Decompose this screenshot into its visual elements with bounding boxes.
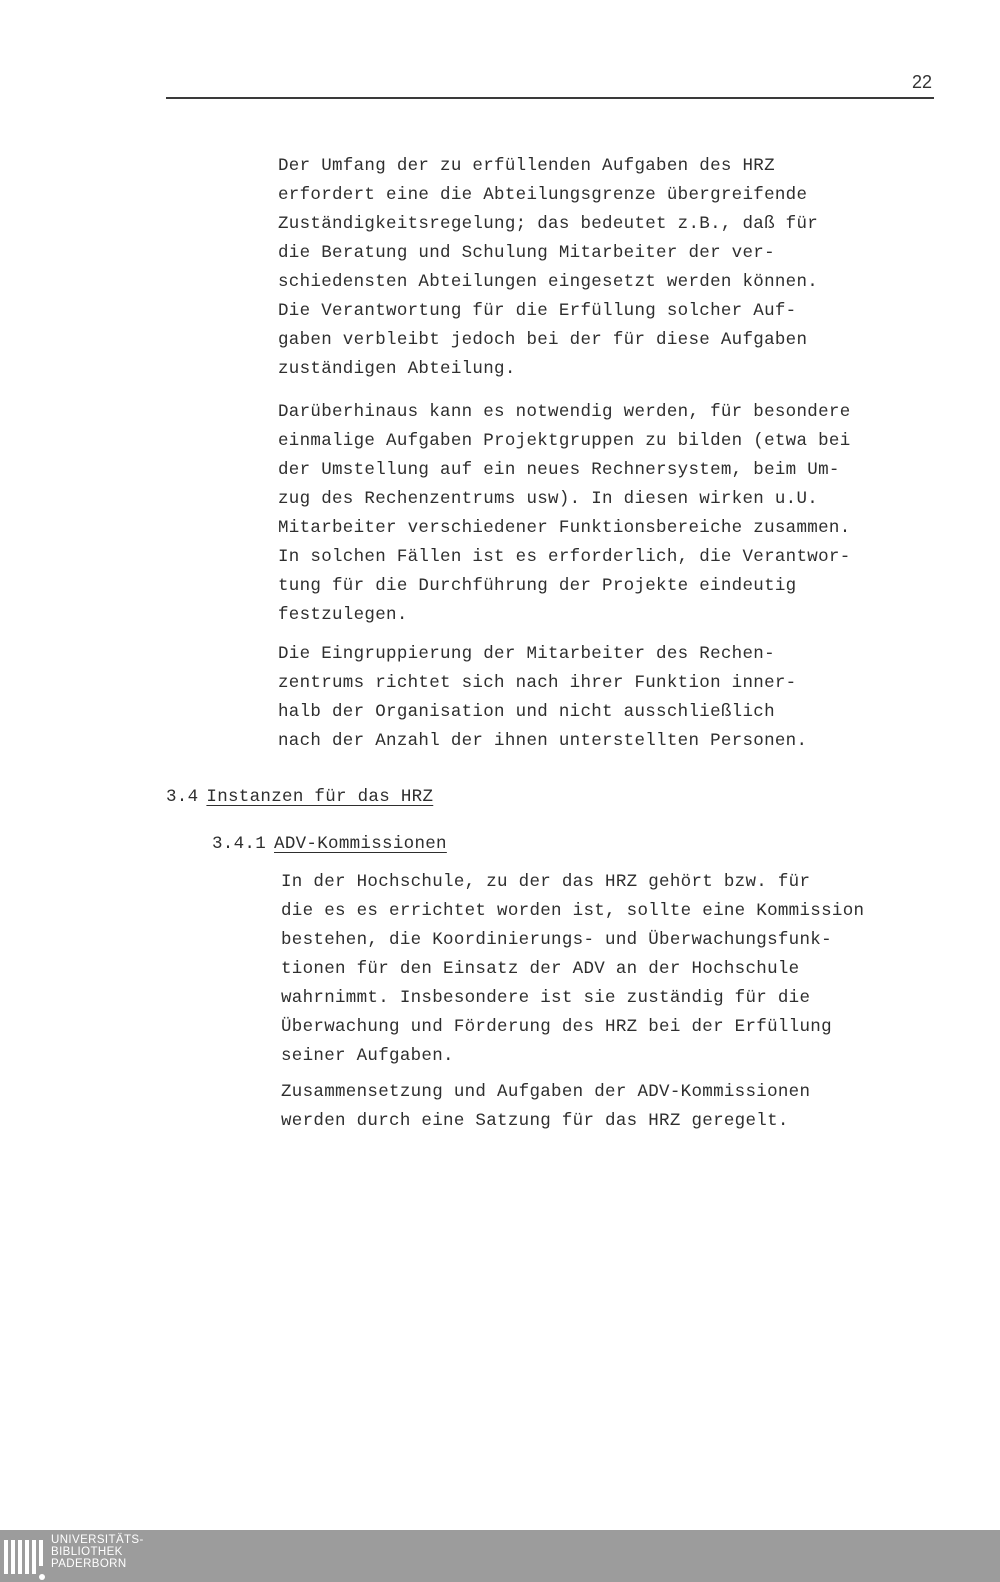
text-line: In der Hochschule, zu der das HRZ gehört bzw. für [281, 872, 811, 892]
library-name-line: UNIVERSITÄTS- [51, 1534, 144, 1546]
subsection-heading [212, 834, 447, 854]
text-line: festzulegen. [278, 605, 408, 625]
text-line: Zuständigkeitsregelung; das bedeutet z.B., daß für [278, 214, 819, 234]
paragraph-1 [278, 152, 818, 384]
subsection-title: ADV-Kommissionen [274, 834, 447, 854]
text-line: Die Verantwortung für die Erfüllung solcher Auf- [278, 301, 797, 321]
footer-bar [0, 1530, 1000, 1582]
library-name-line: PADERBORN [51, 1558, 127, 1570]
text-line: Der Umfang der zu erfüllenden Aufgaben des HRZ [278, 156, 775, 176]
text-line: Überwachung und Förderung des HRZ bei der Erfüllung [281, 1017, 832, 1037]
paragraph-4 [281, 868, 864, 1071]
section-title: Instanzen für das HRZ [206, 787, 434, 807]
section-heading [166, 787, 433, 807]
text-line: bestehen, die Koordinierungs- und Überwachungsfunk- [281, 930, 832, 950]
text-line: seiner Aufgaben. [281, 1046, 454, 1066]
library-name-line: BIBLIOTHEK [51, 1546, 123, 1558]
subsection-number: 3.4.1 [212, 834, 267, 854]
text-line: werden durch eine Satzung für das HRZ geregelt. [281, 1111, 789, 1131]
text-line: schiedensten Abteilungen eingesetzt werden können. [278, 272, 819, 292]
text-line: tionen für den Einsatz der ADV an der Hochschule [281, 959, 800, 979]
text-line: In solchen Fällen ist es erforderlich, die Verantwor- [278, 547, 851, 567]
logo-dot-icon [39, 1574, 45, 1580]
paragraph-3 [278, 640, 807, 756]
library-logo [4, 1534, 144, 1578]
text-line: die Beratung und Schulung Mitarbeiter der ver- [278, 243, 775, 263]
text-line: Darüberhinaus kann es notwendig werden, für besondere [278, 402, 851, 422]
text-line: Zusammensetzung und Aufgaben der ADV-Kommissionen [281, 1082, 811, 1102]
text-line: wahrnimmt. Insbesondere ist sie zuständig für die [281, 988, 811, 1008]
library-bars-icon [4, 1540, 43, 1574]
text-line: einmalige Aufgaben Projektgruppen zu bilden (etwa bei [278, 431, 851, 451]
text-line: nach der Anzahl der ihnen unterstellten Personen. [278, 731, 808, 751]
text-line: zentrums richtet sich nach ihrer Funktion inner- [278, 673, 797, 693]
text-line: gaben verbleibt jedoch bei der für diese Aufgaben [278, 330, 808, 350]
text-line: der Umstellung auf ein neues Rechnersystem, beim Um- [278, 460, 840, 480]
text-line: die es es errichtet worden ist, sollte eine Kommission [281, 901, 865, 921]
text-line: Mitarbeiter verschiedener Funktionsbereiche zusammen. [278, 518, 851, 538]
header-rule [166, 97, 934, 99]
library-name [51, 1534, 144, 1570]
paragraph-2 [278, 398, 851, 630]
text-line: zuständigen Abteilung. [278, 359, 516, 379]
text-line: erfordert eine die Abteilungsgrenze übergreifende [278, 185, 808, 205]
page-number: 22 [911, 72, 932, 92]
text-line: Die Eingruppierung der Mitarbeiter des Rechen- [278, 644, 775, 664]
text-line: zug des Rechenzentrums usw). In diesen wirken u.U. [278, 489, 819, 509]
text-line: halb der Organisation und nicht ausschließlich [278, 702, 775, 722]
text-line: tung für die Durchführung der Projekte eindeutig [278, 576, 797, 596]
section-number: 3.4 [166, 787, 199, 807]
paragraph-5 [281, 1078, 810, 1136]
